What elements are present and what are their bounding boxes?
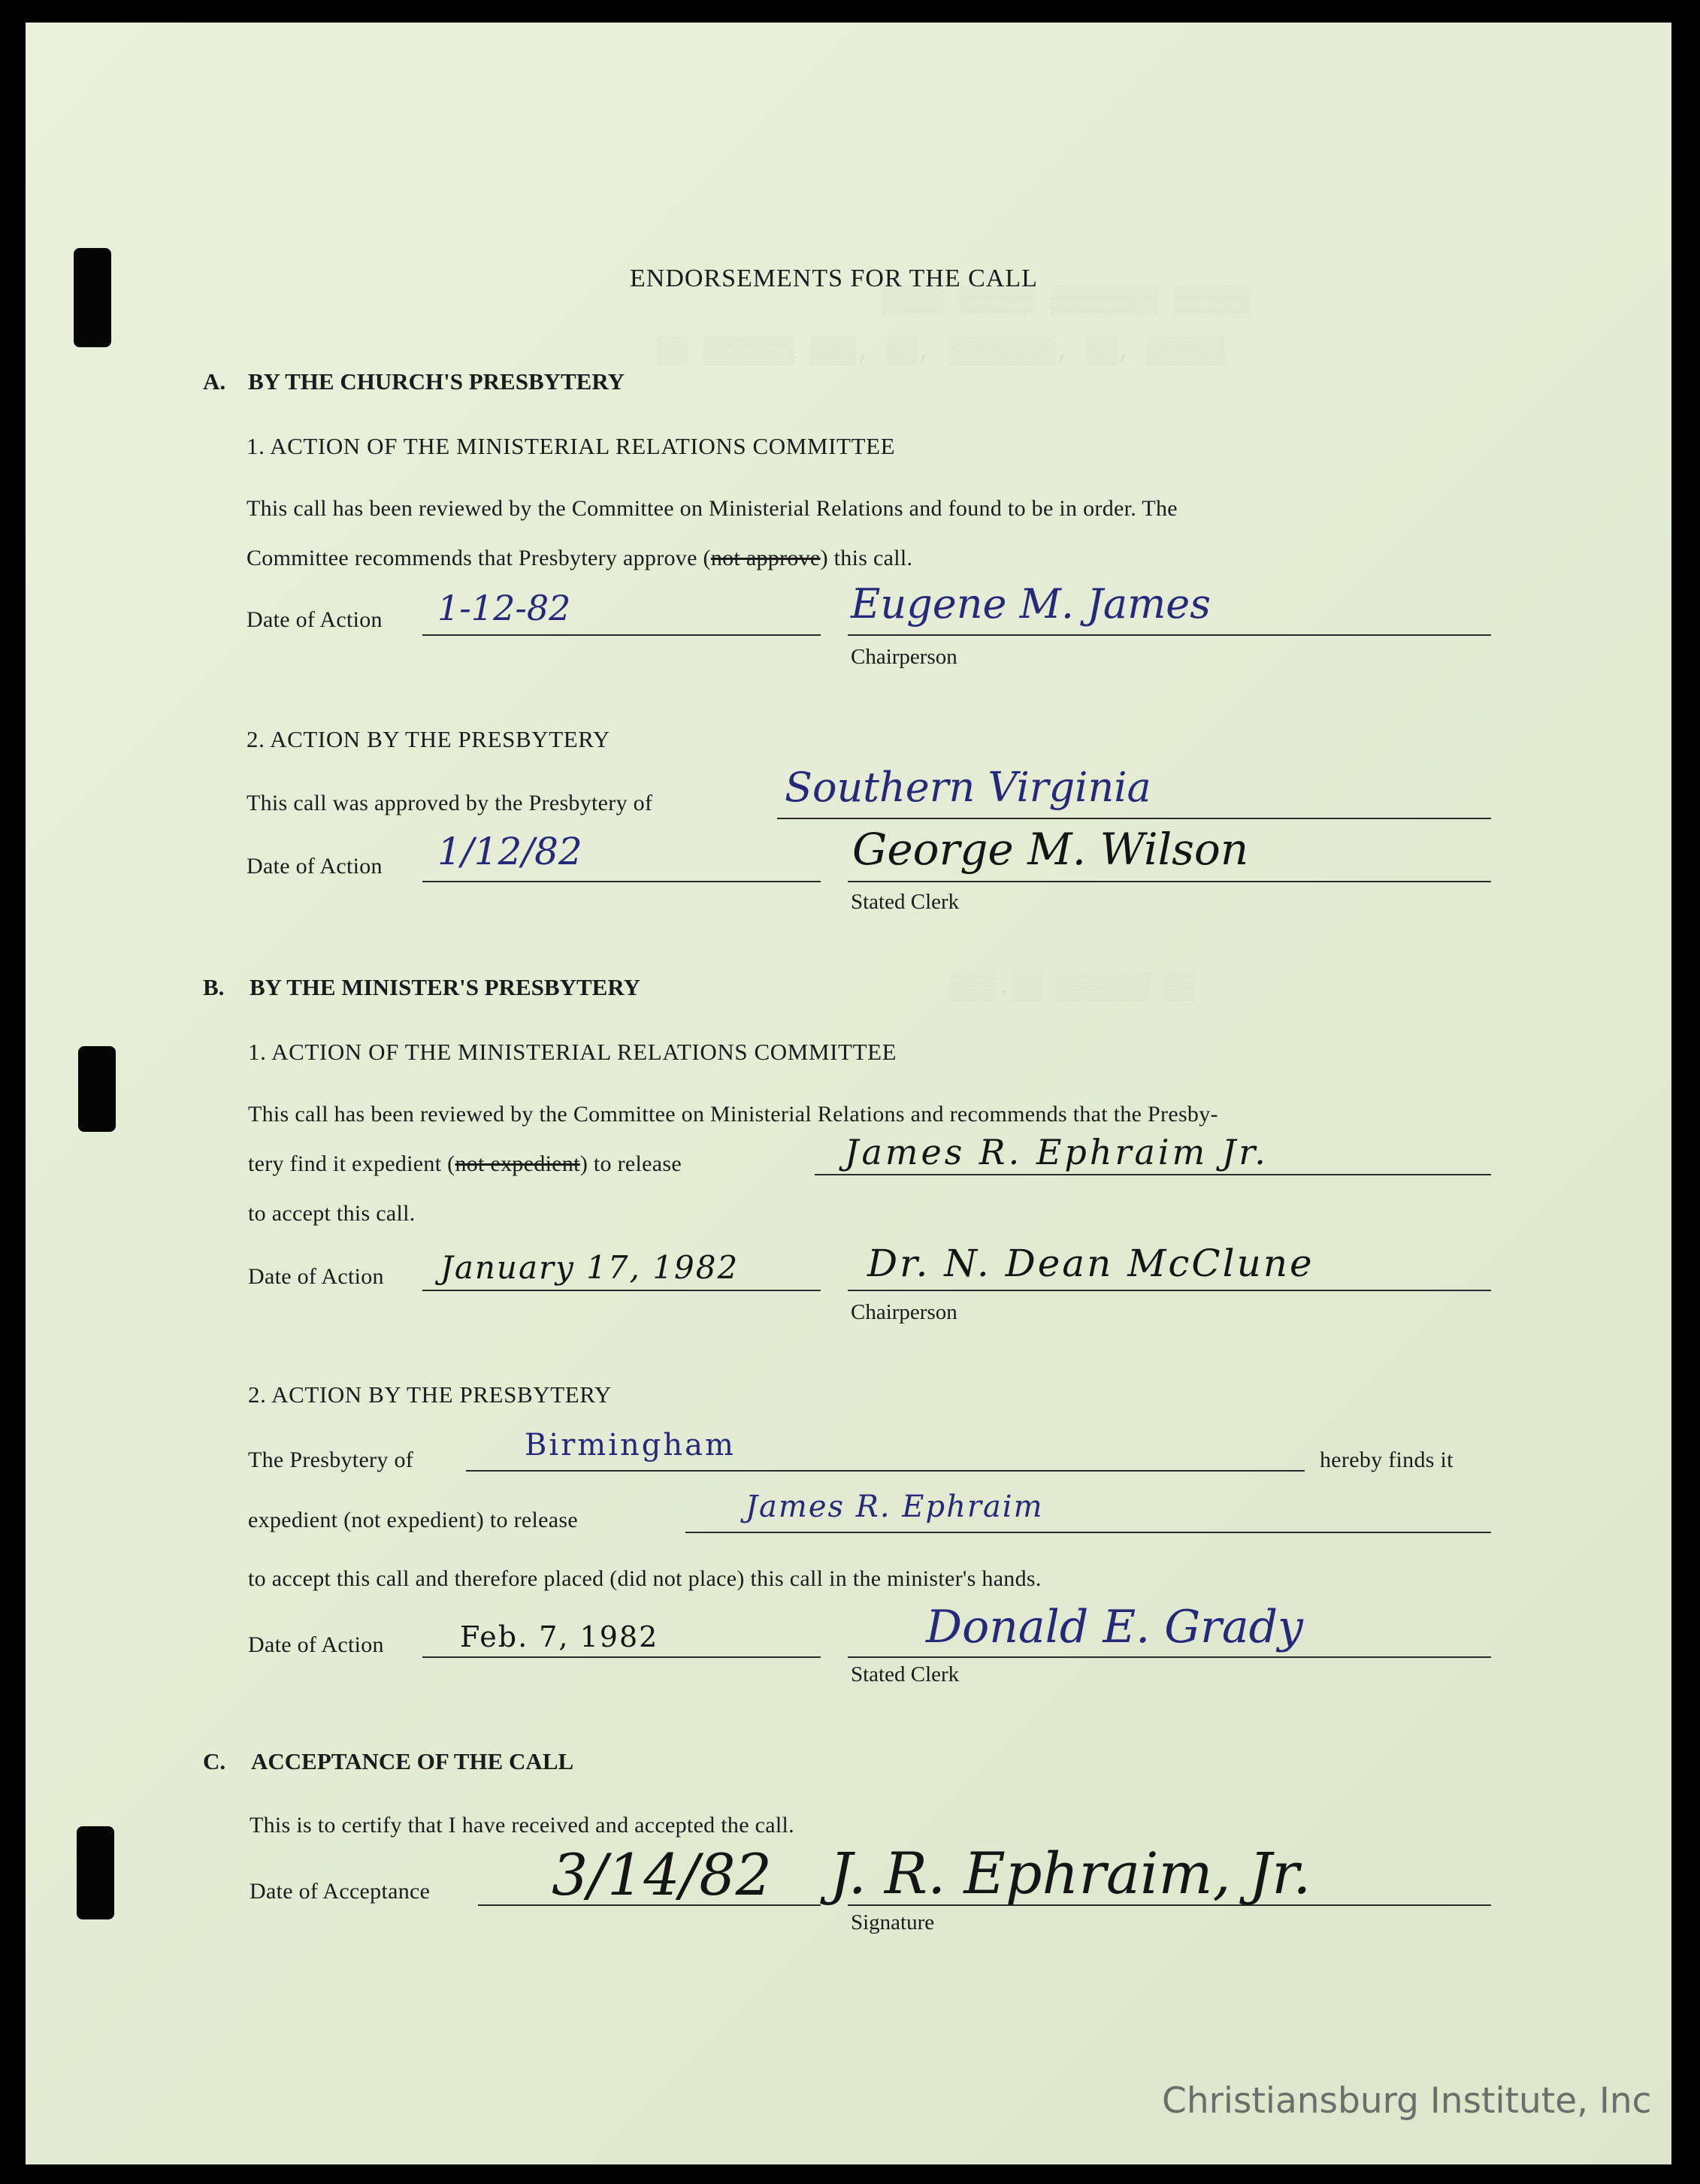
- signature-line: [848, 1290, 1491, 1291]
- handwritten-presbytery: Birmingham: [525, 1428, 736, 1463]
- document-page: [26, 23, 1671, 2164]
- signature-label: Signature: [851, 1910, 935, 1934]
- signature-line: [848, 881, 1491, 882]
- accept-call-text: to accept this call and therefore placed (did not place) this call in the minister's hands.: [248, 1566, 1042, 1591]
- date-line: [422, 634, 821, 636]
- bleed-through-text: ▒▒▒▒ ▒▒▒▒▒ ▒▒▒▒▒▒▒ ▒▒▒▒▒: [882, 287, 1251, 316]
- section-a-letter: A.: [203, 368, 226, 395]
- date-line: [422, 881, 821, 882]
- date-line: [422, 1290, 821, 1291]
- presbytery-line: [777, 818, 1491, 819]
- date-of-action-label: Date of Action: [247, 607, 383, 632]
- handwritten-presbytery: Southern Virginia: [785, 764, 1151, 811]
- handwritten-date: 3/14/82: [552, 1841, 772, 1908]
- section-b-item2-heading: 2. ACTION BY THE PRESBYTERY: [248, 1381, 612, 1408]
- punch-hole: [74, 248, 111, 347]
- signature-line: [848, 634, 1491, 636]
- section-a-item1-heading: 1. ACTION OF THE MINISTERIAL RELATIONS COMMITTEE: [247, 433, 896, 459]
- release-name-line: [815, 1174, 1491, 1175]
- date-of-action-label: Date of Action: [247, 854, 383, 879]
- punch-hole: [77, 1826, 114, 1919]
- punch-hole: [78, 1046, 116, 1132]
- handwritten-release-name: James R. Ephraim: [746, 1490, 1044, 1524]
- section-b-item1-heading: 1. ACTION OF THE MINISTERIAL RELATIONS COMMITTEE: [248, 1039, 897, 1065]
- struck-option: not approve: [710, 546, 821, 570]
- stated-clerk-label: Stated Clerk: [851, 1662, 960, 1686]
- archive-watermark: Christiansburg Institute, Inc: [1162, 2080, 1652, 2122]
- certify-text: This is to certify that I have received and accepted the call.: [250, 1813, 794, 1838]
- handwritten-signature: Dr. N. Dean McClune: [867, 1242, 1314, 1285]
- handwritten-signature: J. R. Ephraim, Jr.: [830, 1840, 1311, 1907]
- handwritten-date: January 17, 1982: [440, 1249, 740, 1286]
- section-c-letter: C.: [203, 1748, 226, 1774]
- section-a-heading: BY THE CHURCH'S PRESBYTERY: [248, 368, 625, 395]
- date-of-action-label: Date of Action: [248, 1632, 384, 1657]
- section-a-item2-heading: 2. ACTION BY THE PRESBYTERY: [247, 726, 610, 752]
- presbytery-of-label: The Presbytery of: [248, 1447, 414, 1472]
- struck-option: not expedient: [455, 1151, 580, 1176]
- signature-line: [848, 1656, 1491, 1658]
- section-b-letter: B.: [203, 974, 225, 1000]
- chairperson-label: Chairperson: [851, 1300, 957, 1324]
- approved-by-label: This call was approved by the Presbytery of: [247, 791, 653, 815]
- handwritten-date: 1-12-82: [437, 588, 571, 628]
- bleed-through-text: ▒▒ ▒▒▒▒▒▒ ▒▒▒, ▒▒, ▒▒▒▒▒▒▒, ▒▒, ▒▒▒▒▒: [657, 338, 1224, 367]
- section-b-item1-line1: This call has been reviewed by the Committee on Ministerial Relations and recommends that the Presby-: [248, 1102, 1218, 1127]
- section-a-item1-line1: This call has been reviewed by the Committee on Ministerial Relations and found to be in order. The: [247, 496, 1178, 521]
- section-b-heading: BY THE MINISTER'S PRESBYTERY: [250, 974, 641, 1000]
- section-b-item1-line3: to accept this call.: [248, 1201, 416, 1226]
- date-line: [422, 1656, 821, 1658]
- release-label: expedient (not expedient) to release: [248, 1508, 578, 1532]
- document-title: ENDORSEMENTS FOR THE CALL: [630, 265, 1038, 292]
- stated-clerk-label: Stated Clerk: [851, 890, 960, 914]
- section-a-item1-line2: Committee recommends that Presbytery approve (not approve) this call.: [247, 546, 913, 570]
- section-b-item1-line2: tery find it expedient (not expedient) to release: [248, 1151, 682, 1176]
- presbytery-line: [466, 1470, 1305, 1472]
- section-c-heading: ACCEPTANCE OF THE CALL: [251, 1748, 574, 1774]
- handwritten-signature: Eugene M. James: [851, 580, 1211, 628]
- release-name-line: [685, 1532, 1491, 1533]
- date-of-acceptance-label: Date of Acceptance: [250, 1879, 431, 1904]
- handwritten-date: Feb. 7, 1982: [460, 1620, 659, 1653]
- hereby-finds-label: hereby finds it: [1320, 1447, 1453, 1472]
- handwritten-release-name: James R. Ephraim Jr.: [845, 1132, 1269, 1172]
- handwritten-signature: George M. Wilson: [852, 824, 1249, 875]
- bleed-through-text: ▒▒▒.▒▒ ▒▒▒▒▒▒ ▒▒: [950, 974, 1196, 1003]
- chairperson-label: Chairperson: [851, 645, 957, 669]
- handwritten-date: 1/12/82: [437, 830, 582, 873]
- handwritten-signature: Donald E. Grady: [926, 1601, 1303, 1653]
- date-of-action-label: Date of Action: [248, 1264, 384, 1289]
